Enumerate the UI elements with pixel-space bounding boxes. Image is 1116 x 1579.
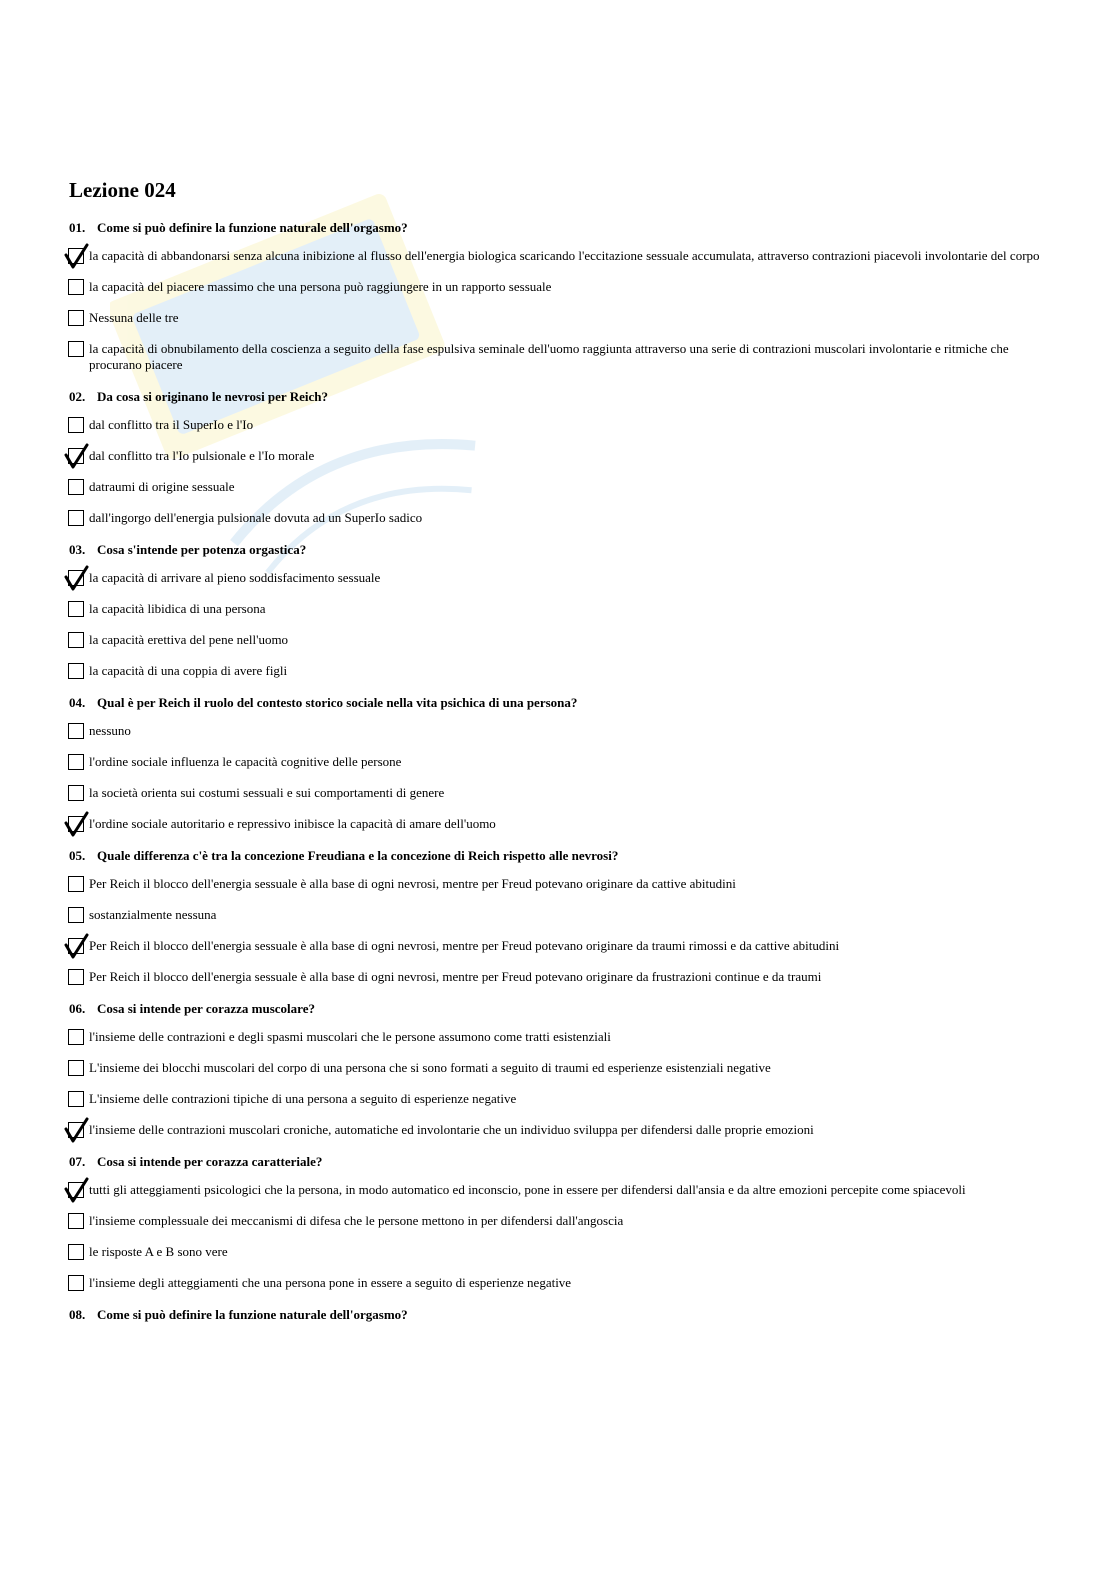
answer-checkbox[interactable] bbox=[68, 969, 84, 985]
question-label: Cosa s'intende per potenza orgastica? bbox=[97, 542, 307, 557]
answer-checkbox[interactable] bbox=[68, 632, 84, 648]
answer-text: la capacità erettiva del pene nell'uomo bbox=[89, 632, 289, 647]
answer-option[interactable] bbox=[68, 1122, 1043, 1138]
answer-option[interactable] bbox=[68, 448, 1043, 464]
answer-option[interactable] bbox=[68, 601, 1043, 617]
question-label: Come si può definire la funzione naturale dell'orgasmo? bbox=[97, 220, 408, 235]
answer-option[interactable] bbox=[68, 723, 1043, 739]
answer-text: l'insieme delle contrazioni e degli spasmi muscolari che le persone assumono come tratti esistenziali bbox=[89, 1029, 611, 1044]
answer-text: dall'ingorgo dell'energia pulsionale dovuta ad un SuperIo sadico bbox=[89, 510, 423, 525]
question-number: 01. bbox=[69, 220, 86, 235]
answer-checkbox[interactable] bbox=[68, 663, 84, 679]
question-list bbox=[68, 220, 1043, 1323]
answer-text: l'insieme complessuale dei meccanismi di difesa che le persone mettono in per difendersi dall'angoscia bbox=[89, 1213, 624, 1228]
question-number: 02. bbox=[69, 389, 86, 404]
answer-text: le risposte A e B sono vere bbox=[89, 1244, 228, 1259]
answer-checkbox[interactable] bbox=[68, 1060, 84, 1076]
question-text bbox=[69, 848, 1043, 864]
question-label: Da cosa si originano le nevrosi per Reich? bbox=[97, 389, 328, 404]
question-block bbox=[68, 1001, 1043, 1138]
answer-option[interactable] bbox=[68, 969, 1043, 985]
answer-checkbox[interactable] bbox=[68, 479, 84, 495]
checkmark-icon bbox=[63, 242, 91, 270]
checkmark-icon bbox=[63, 810, 91, 838]
answer-text: la società orienta sui costumi sessuali e sui comportamenti di genere bbox=[89, 785, 445, 800]
answer-text: datraumi di origine sessuale bbox=[89, 479, 235, 494]
answer-checkbox[interactable] bbox=[68, 510, 84, 526]
answer-checkbox[interactable] bbox=[68, 876, 84, 892]
answer-checkbox[interactable] bbox=[68, 723, 84, 739]
document-page bbox=[68, 178, 1043, 1339]
answer-checkbox[interactable] bbox=[68, 1091, 84, 1107]
question-text bbox=[69, 1307, 1043, 1323]
answer-option[interactable] bbox=[68, 1029, 1043, 1045]
question-block bbox=[68, 695, 1043, 832]
checkmark-icon bbox=[63, 1176, 91, 1204]
question-label: Cosa si intende per corazza muscolare? bbox=[97, 1001, 315, 1016]
answer-checkbox[interactable] bbox=[68, 310, 84, 326]
question-label: Qual è per Reich il ruolo del contesto storico sociale nella vita psichica di una persona? bbox=[97, 695, 578, 710]
question-number: 06. bbox=[69, 1001, 86, 1016]
question-text bbox=[69, 695, 1043, 711]
checkmark-icon bbox=[63, 564, 91, 592]
answer-option[interactable] bbox=[68, 570, 1043, 586]
question-label: Come si può definire la funzione naturale dell'orgasmo? bbox=[97, 1307, 408, 1322]
answer-text: l'ordine sociale influenza le capacità cognitive delle persone bbox=[89, 754, 402, 769]
answer-option[interactable] bbox=[68, 907, 1043, 923]
checkmark-icon bbox=[63, 442, 91, 470]
question-block bbox=[68, 1154, 1043, 1291]
answer-text: la capacità di una coppia di avere figli bbox=[89, 663, 288, 678]
question-block bbox=[68, 542, 1043, 679]
answer-option[interactable] bbox=[68, 510, 1043, 526]
answer-checkbox[interactable] bbox=[68, 785, 84, 801]
answer-option[interactable] bbox=[68, 417, 1043, 433]
question-block bbox=[68, 1307, 1043, 1323]
answer-text: dal conflitto tra il SuperIo e l'Io bbox=[89, 417, 254, 432]
answer-text: tutti gli atteggiamenti psicologici che la persona, in modo automatico ed inconscio, pone in essere per difendersi dall'ansia e da altre emozioni percepite come spiacevoli bbox=[89, 1182, 966, 1197]
question-number: 08. bbox=[69, 1307, 86, 1322]
answer-checkbox[interactable] bbox=[68, 1213, 84, 1229]
answer-option[interactable] bbox=[68, 279, 1043, 295]
answer-option[interactable] bbox=[68, 1182, 1043, 1198]
answer-option[interactable] bbox=[68, 310, 1043, 326]
answer-checkbox[interactable] bbox=[68, 754, 84, 770]
answer-text: la capacità di arrivare al pieno soddisfacimento sessuale bbox=[89, 570, 381, 585]
answer-text: L'insieme dei blocchi muscolari del corpo di una persona che si sono formati a seguito di traumi ed esperienze esistenziali negative bbox=[89, 1060, 771, 1075]
answer-checkbox[interactable] bbox=[68, 279, 84, 295]
answer-text: Per Reich il blocco dell'energia sessuale è alla base di ogni nevrosi, mentre per Freud potevano originare da traumi rimossi e da cattive abitudini bbox=[89, 938, 840, 953]
answer-text: dal conflitto tra l'Io pulsionale e l'Io morale bbox=[89, 448, 315, 463]
answer-text: nessuno bbox=[89, 723, 131, 738]
question-text bbox=[69, 1154, 1043, 1170]
question-text bbox=[69, 220, 1043, 236]
answer-checkbox[interactable] bbox=[68, 1029, 84, 1045]
question-block bbox=[68, 220, 1043, 373]
answer-option[interactable] bbox=[68, 632, 1043, 648]
answer-text: sostanzialmente nessuna bbox=[89, 907, 217, 922]
answer-option[interactable] bbox=[68, 938, 1043, 954]
answer-text: Per Reich il blocco dell'energia sessuale è alla base di ogni nevrosi, mentre per Freud potevano originare da frustrazioni continue e da traumi bbox=[89, 969, 822, 984]
answer-option[interactable] bbox=[68, 1275, 1043, 1291]
answer-text: la capacità di obnubilamento della coscienza a seguito della fase espulsiva seminale dell'uomo raggiunta attraverso una serie di contrazioni muscolari involontarie e ritmiche che procurano piacere bbox=[89, 341, 1009, 372]
question-text bbox=[69, 542, 1043, 558]
answer-checkbox[interactable] bbox=[68, 417, 84, 433]
question-block bbox=[68, 848, 1043, 985]
question-text bbox=[69, 1001, 1043, 1017]
question-number: 07. bbox=[69, 1154, 86, 1169]
question-number: 03. bbox=[69, 542, 86, 557]
answer-option[interactable] bbox=[68, 248, 1043, 264]
answer-option[interactable] bbox=[68, 1244, 1043, 1260]
answer-option[interactable] bbox=[68, 816, 1043, 832]
answer-text: la capacità libidica di una persona bbox=[89, 601, 266, 616]
answer-text: L'insieme delle contrazioni tipiche di una persona a seguito di esperienze negative bbox=[89, 1091, 517, 1106]
question-number: 04. bbox=[69, 695, 86, 710]
answer-text: la capacità di abbandonarsi senza alcuna inibizione al flusso dell'energia biologica scaricando l'eccitazione sessuale accumulata, attraverso contrazioni piacevoli involontarie del corpo bbox=[89, 248, 1040, 263]
checkmark-icon bbox=[63, 1116, 91, 1144]
answer-option[interactable] bbox=[68, 1060, 1043, 1076]
question-text bbox=[69, 389, 1043, 405]
answer-text: l'insieme delle contrazioni muscolari croniche, automatiche ed involontarie che un individuo sviluppa per difendersi dalle proprie emozioni bbox=[89, 1122, 814, 1137]
checkmark-icon bbox=[63, 932, 91, 960]
answer-option[interactable] bbox=[68, 754, 1043, 770]
answer-option[interactable] bbox=[68, 876, 1043, 892]
answer-option[interactable] bbox=[68, 785, 1043, 801]
answer-option[interactable] bbox=[68, 1091, 1043, 1107]
answer-checkbox[interactable] bbox=[68, 1275, 84, 1291]
answer-text: Nessuna delle tre bbox=[89, 310, 179, 325]
answer-checkbox[interactable] bbox=[68, 341, 84, 357]
page-title: Lezione 024 bbox=[69, 178, 176, 202]
question-label: Cosa si intende per corazza caratteriale? bbox=[97, 1154, 323, 1169]
question-number: 05. bbox=[69, 848, 86, 863]
answer-text: l'insieme degli atteggiamenti che una persona pone in essere a seguito di esperienze negative bbox=[89, 1275, 572, 1290]
answer-text: la capacità del piacere massimo che una persona può raggiungere in un rapporto sessuale bbox=[89, 279, 552, 294]
question-label: Quale differenza c'è tra la concezione Freudiana e la concezione di Reich rispetto alle nevrosi? bbox=[97, 848, 619, 863]
question-block bbox=[68, 389, 1043, 526]
answer-text: l'ordine sociale autoritario e repressivo inibisce la capacità di amare dell'uomo bbox=[89, 816, 496, 831]
answer-option[interactable] bbox=[68, 341, 1043, 373]
answer-checkbox[interactable] bbox=[68, 601, 84, 617]
answer-checkbox[interactable] bbox=[68, 1244, 84, 1260]
answer-option[interactable] bbox=[68, 663, 1043, 679]
answer-option[interactable] bbox=[68, 1213, 1043, 1229]
answer-option[interactable] bbox=[68, 479, 1043, 495]
answer-checkbox[interactable] bbox=[68, 907, 84, 923]
answer-text: Per Reich il blocco dell'energia sessuale è alla base di ogni nevrosi, mentre per Freud potevano originare da cattive abitudini bbox=[89, 876, 736, 891]
